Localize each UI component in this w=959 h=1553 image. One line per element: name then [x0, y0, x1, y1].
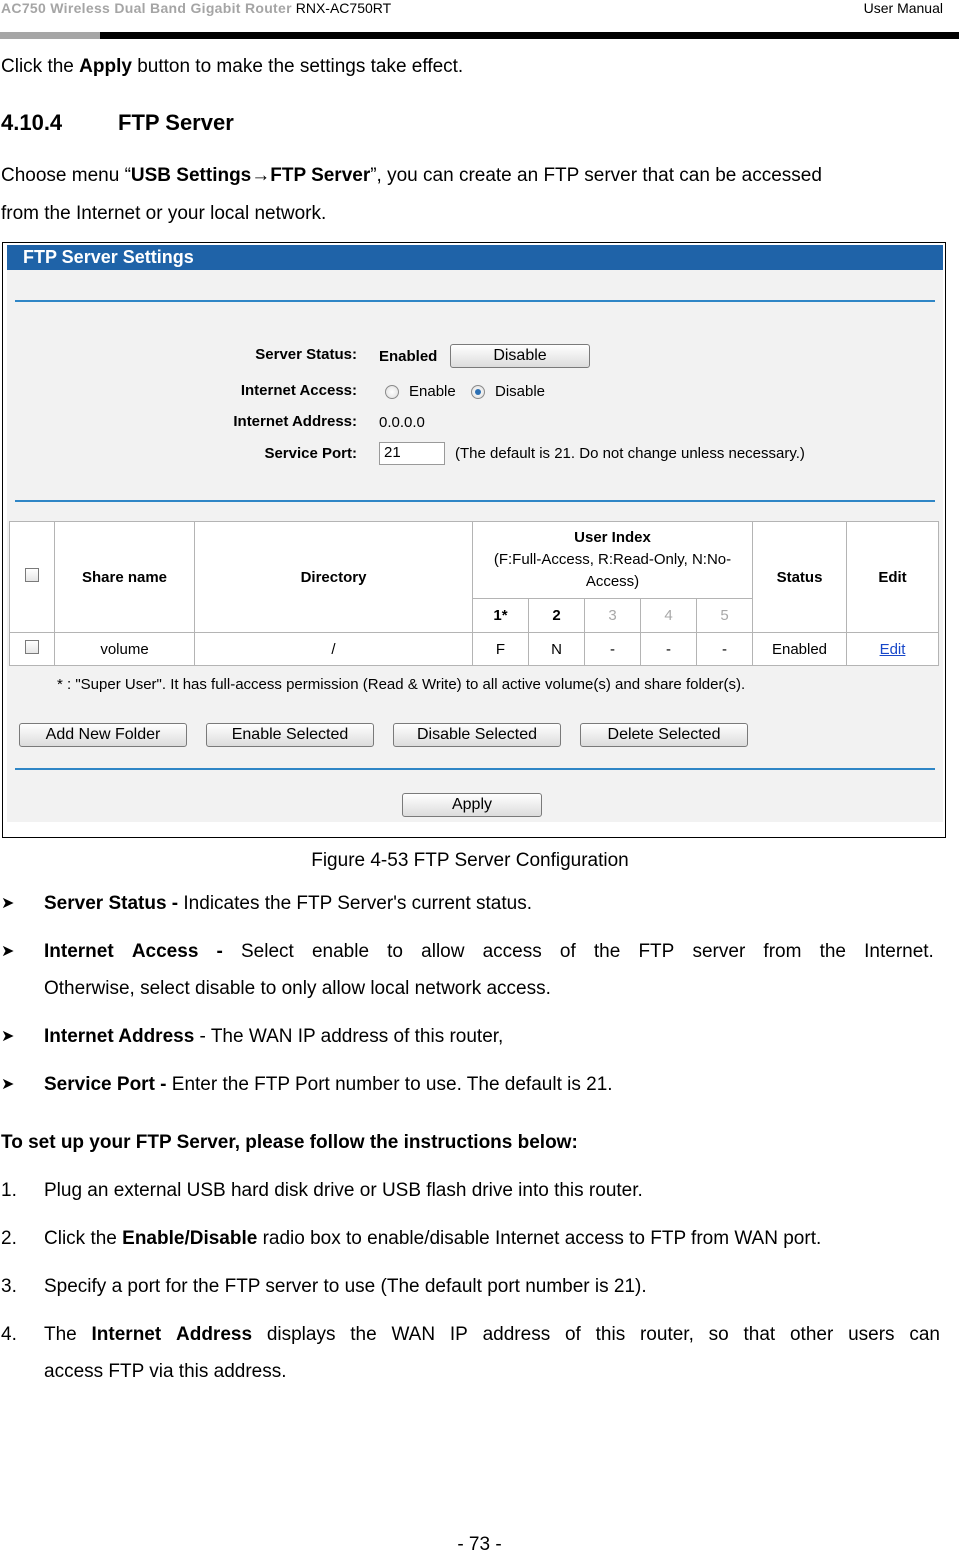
page-header — [0, 0, 959, 40]
bullet-word: the — [593, 941, 621, 962]
header-divider-black — [100, 32, 959, 39]
step-word: Internet — [91, 1324, 162, 1345]
intro-bold: Apply — [79, 56, 132, 77]
bullet-content — [44, 1025, 503, 1049]
directory-header: Directory — [195, 522, 473, 633]
step-word: this — [595, 1324, 626, 1345]
header-product-name: AC750 Wireless Dual Band Gigabit Router — [1, 0, 292, 16]
step-word: other — [789, 1324, 834, 1345]
disable-option-label: Disable — [495, 383, 546, 400]
step-number: 1. — [1, 1180, 17, 1201]
service-port-label: Service Port: — [264, 445, 357, 462]
bullet-term: Server Status - — [44, 893, 184, 914]
choose-line — [1, 164, 822, 188]
section-title: FTP Server — [118, 110, 234, 135]
add-new-folder-button[interactable]: Add New Folder — [19, 723, 187, 747]
bullet-content — [44, 1073, 613, 1097]
user-index-legend-2: Access) — [585, 573, 640, 590]
bullet-arrow-icon: ➤ — [1, 943, 15, 960]
middle-divider — [15, 500, 935, 502]
intro-line — [1, 55, 463, 79]
disable-selected-button[interactable]: Disable Selected — [393, 723, 561, 747]
select-all-checkbox[interactable] — [25, 568, 39, 582]
step-pre: Click the — [44, 1228, 123, 1249]
row-status: Enabled — [753, 633, 847, 666]
enable-selected-button[interactable]: Enable Selected — [206, 723, 374, 747]
super-user-note: * : "Super User". It has full-access permission (Read & Write) to all active volume(s) and share folder(s). — [57, 676, 746, 693]
step-text — [44, 1227, 821, 1251]
row-user-4: - — [641, 633, 697, 666]
row-select-cell — [10, 633, 55, 666]
row-edit-cell — [847, 633, 939, 666]
bullet-term: Service Port - — [44, 1074, 172, 1095]
page-number: - 73 - — [457, 1534, 502, 1553]
step-text: Specify a port for the FTP server to use (The default port number is 21). — [44, 1276, 647, 1297]
service-port-input[interactable]: 21 — [379, 442, 445, 465]
bullet-word: allow — [421, 941, 465, 962]
header-model: RNX-AC750RT — [295, 0, 392, 16]
intro-post: button to make the settings take effect. — [131, 56, 464, 77]
user-index-title: User Index — [574, 529, 651, 546]
section-heading — [1, 110, 234, 136]
step-4-line-1 — [44, 1323, 940, 1347]
step-word: that — [743, 1324, 776, 1345]
step-word: the — [350, 1324, 377, 1345]
bullet-arrow-icon: ➤ — [1, 895, 15, 912]
header-divider-gray — [0, 32, 100, 39]
bullet-text: Indicates the FTP Server's current status. — [183, 893, 532, 914]
choose-post: ”, you can create an FTP server that can be accessed — [370, 165, 822, 186]
internet-access-label: Internet Access: — [240, 382, 357, 399]
bullet-text: Enter the FTP Port number to use. The default is 21. — [171, 1074, 613, 1095]
status-header: Status — [753, 522, 847, 633]
bullet-word: Internet — [44, 941, 114, 962]
edit-header: Edit — [847, 522, 939, 633]
user-index-header — [473, 522, 753, 599]
ftp-settings-title: FTP Server Settings — [7, 245, 943, 270]
internet-access-enable-radio[interactable] — [385, 385, 399, 399]
step-word: users — [848, 1324, 895, 1345]
apply-button[interactable]: Apply — [402, 793, 542, 817]
section-number: 4.10.4 — [1, 110, 63, 135]
bullet-word: access — [482, 941, 542, 962]
step-word: of — [564, 1324, 581, 1345]
bullet-content — [44, 892, 532, 916]
bullet-internet-access-line-2: Otherwise, select disable to only allow local network access. — [44, 978, 551, 999]
bullet-word: of — [559, 941, 576, 962]
intro-pre: Click the — [1, 56, 80, 77]
step-word: can — [909, 1324, 940, 1345]
choose-menu-path: USB Settings→FTP Server — [130, 165, 371, 186]
ftp-settings-figure — [2, 242, 946, 838]
server-status-value: Enabled — [379, 348, 438, 365]
internet-address-value: 0.0.0.0 — [379, 414, 425, 431]
share-name-header: Share name — [55, 522, 195, 633]
table-row — [10, 633, 939, 666]
select-all-cell — [10, 522, 55, 633]
bullet-word: FTP — [638, 941, 675, 962]
ftp-settings-panel — [7, 270, 943, 822]
row-user-3: - — [585, 633, 641, 666]
step-4-line-2: access FTP via this address. — [44, 1361, 287, 1382]
step-bold: Enable/Disable — [122, 1228, 258, 1249]
header-user-manual: User Manual — [863, 0, 943, 16]
bullet-word: Select — [241, 941, 294, 962]
user-col-4: 4 — [641, 599, 697, 633]
step-word: router, — [639, 1324, 694, 1345]
step-word: displays — [266, 1324, 336, 1345]
user-col-2: 2 — [529, 599, 585, 633]
step-number: 2. — [1, 1228, 17, 1249]
user-col-1: 1* — [473, 599, 529, 633]
row-edit-link[interactable]: Edit — [879, 640, 906, 658]
user-col-3: 3 — [585, 599, 641, 633]
disable-button[interactable]: Disable — [450, 344, 590, 368]
bullet-word: - — [216, 941, 223, 962]
choose-line-2: from the Internet or your local network. — [1, 203, 327, 224]
step-number: 3. — [1, 1276, 17, 1297]
bullet-word: server — [692, 941, 746, 962]
server-status-label: Server Status: — [255, 346, 357, 363]
delete-selected-button[interactable]: Delete Selected — [580, 723, 748, 747]
bullet-word: Access — [131, 941, 199, 962]
step-word: IP — [449, 1324, 468, 1345]
bullet-word: Internet. — [864, 941, 934, 962]
step-word: Address — [176, 1324, 253, 1345]
header-product — [1, 0, 391, 16]
bottom-divider — [15, 768, 935, 770]
instructions-title: To set up your FTP Server, please follow the instructions below: — [1, 1132, 578, 1153]
step-word: so — [708, 1324, 729, 1345]
enable-option-label: Enable — [409, 383, 456, 400]
step-text: Plug an external USB hard disk drive or USB flash drive into this router. — [44, 1180, 643, 1201]
step-word: WAN — [391, 1324, 436, 1345]
figure-caption: Figure 4-53 FTP Server Configuration — [311, 850, 629, 871]
user-col-5: 5 — [697, 599, 753, 633]
bullet-term: Internet Address — [44, 1026, 195, 1047]
step-word: The — [44, 1324, 77, 1345]
user-index-legend-1: (F:Full-Access, R:Read-Only, N:No- — [493, 551, 732, 568]
choose-pre: Choose menu “ — [1, 165, 131, 186]
row-checkbox[interactable] — [25, 640, 39, 654]
bullet-word: the — [819, 941, 846, 962]
bullet-arrow-icon: ➤ — [1, 1076, 15, 1093]
row-user-2: N — [529, 633, 585, 666]
bullet-word: to — [387, 941, 404, 962]
internet-access-disable-radio[interactable] — [471, 385, 485, 399]
row-share-name: volume — [55, 633, 195, 666]
bullet-internet-access-line-1 — [44, 940, 934, 964]
top-divider — [15, 300, 935, 302]
row-user-5: - — [697, 633, 753, 666]
service-port-hint: (The default is 21. Do not change unless necessary.) — [455, 445, 805, 462]
bullet-word: from — [763, 941, 802, 962]
bullet-arrow-icon: ➤ — [1, 1028, 15, 1045]
step-word: address — [482, 1324, 551, 1345]
bullet-text: - The WAN IP address of this router, — [194, 1026, 504, 1047]
internet-address-label: Internet Address: — [233, 413, 357, 430]
row-directory: / — [195, 633, 473, 666]
row-user-1: F — [473, 633, 529, 666]
step-number: 4. — [1, 1324, 17, 1345]
step-post: radio box to enable/disable Internet access to FTP from WAN port. — [257, 1228, 822, 1249]
bullet-word: enable — [311, 941, 370, 962]
ftp-share-table — [9, 521, 939, 666]
